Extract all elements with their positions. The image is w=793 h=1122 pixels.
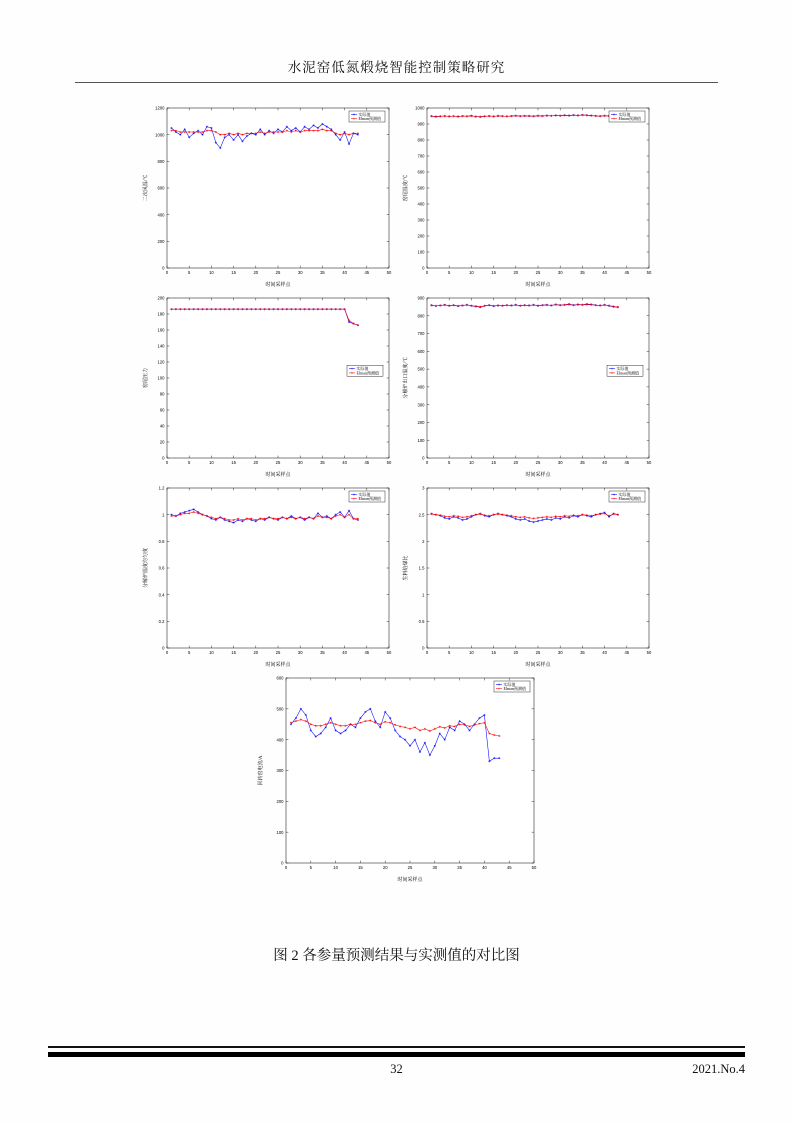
- svg-text:30: 30: [297, 460, 303, 465]
- footer-divider-thin: [48, 1046, 745, 1048]
- svg-text:0.4: 0.4: [158, 592, 164, 598]
- svg-text:40: 40: [601, 270, 607, 275]
- svg-text:25: 25: [275, 650, 280, 655]
- svg-text:20: 20: [252, 460, 258, 465]
- svg-text:15: 15: [357, 865, 363, 870]
- svg-text:800: 800: [157, 158, 164, 164]
- svg-text:10: 10: [332, 865, 338, 870]
- svg-text:80: 80: [159, 391, 164, 397]
- svg-text:0: 0: [421, 265, 424, 271]
- svg-text:5: 5: [187, 460, 190, 465]
- svg-text:0.5: 0.5: [418, 618, 424, 624]
- svg-text:3: 3: [421, 485, 424, 491]
- svg-text:45: 45: [363, 650, 369, 655]
- svg-text:500: 500: [417, 185, 424, 191]
- svg-text:时间采样点: 时间采样点: [264, 473, 291, 478]
- svg-text:1000: 1000: [154, 132, 164, 138]
- svg-text:0: 0: [165, 270, 168, 275]
- svg-text:20: 20: [159, 439, 164, 445]
- svg-text:120: 120: [157, 359, 164, 365]
- svg-text:5: 5: [447, 650, 450, 655]
- svg-text:5: 5: [187, 270, 190, 275]
- svg-text:10: 10: [468, 650, 474, 655]
- svg-text:45: 45: [363, 270, 369, 275]
- svg-text:25: 25: [275, 270, 280, 275]
- svg-text:1.2: 1.2: [158, 485, 164, 491]
- svg-text:窑尾压力: 窑尾压力: [143, 367, 149, 389]
- svg-text:50: 50: [531, 865, 536, 870]
- svg-text:45: 45: [506, 865, 512, 870]
- svg-text:45: 45: [623, 650, 629, 655]
- svg-text:0: 0: [161, 455, 164, 461]
- svg-text:400: 400: [157, 212, 164, 218]
- svg-text:分解炉温度均匀度: 分解炉温度均匀度: [143, 547, 149, 589]
- svg-text:50: 50: [386, 460, 391, 465]
- svg-text:分解炉出口温度/℃: 分解炉出口温度/℃: [403, 357, 409, 399]
- svg-text:窑尾温度/℃: 窑尾温度/℃: [403, 174, 409, 202]
- svg-text:700: 700: [417, 153, 424, 159]
- svg-text:50: 50: [646, 650, 651, 655]
- svg-text:40: 40: [159, 423, 164, 429]
- page-number: 32: [390, 1062, 403, 1076]
- svg-text:10: 10: [208, 270, 214, 275]
- svg-text:0: 0: [284, 865, 287, 870]
- svg-text:400: 400: [417, 384, 424, 390]
- svg-text:Elman预测值: Elman预测值: [503, 686, 526, 692]
- svg-text:15: 15: [490, 270, 496, 275]
- svg-text:35: 35: [319, 270, 325, 275]
- svg-text:实际值: 实际值: [618, 112, 630, 117]
- svg-text:5: 5: [309, 865, 312, 870]
- svg-text:实际值: 实际值: [358, 492, 370, 497]
- svg-text:35: 35: [579, 650, 585, 655]
- svg-text:100: 100: [417, 437, 424, 443]
- svg-text:Elman预测值: Elman预测值: [356, 370, 379, 376]
- chart-kiln-pressure-svg: [137, 290, 397, 480]
- chart-kiln-current: [137, 480, 397, 670]
- chart-row-4: [70, 670, 723, 885]
- svg-text:900: 900: [417, 295, 424, 301]
- svg-text:0: 0: [425, 270, 428, 275]
- svg-text:25: 25: [535, 650, 540, 655]
- svg-text:45: 45: [623, 270, 629, 275]
- svg-text:实际值: 实际值: [616, 366, 628, 372]
- svg-text:700: 700: [417, 331, 424, 337]
- svg-text:40: 40: [341, 460, 347, 465]
- svg-text:200: 200: [157, 295, 164, 301]
- svg-text:30: 30: [557, 650, 563, 655]
- svg-text:800: 800: [417, 137, 424, 143]
- svg-text:500: 500: [417, 366, 424, 372]
- svg-text:20: 20: [512, 460, 518, 465]
- svg-text:0: 0: [161, 645, 164, 651]
- svg-text:25: 25: [535, 270, 540, 275]
- svg-text:20: 20: [252, 650, 258, 655]
- svg-text:30: 30: [557, 460, 563, 465]
- chart-kiln-pressure: [137, 290, 397, 480]
- svg-text:35: 35: [579, 270, 585, 275]
- svg-text:200: 200: [157, 238, 164, 244]
- svg-text:1000: 1000: [414, 105, 424, 111]
- svg-text:45: 45: [623, 460, 629, 465]
- chart-kiln-current-svg: [137, 480, 397, 670]
- svg-text:0.6: 0.6: [158, 565, 164, 571]
- svg-text:35: 35: [456, 865, 462, 870]
- svg-text:10: 10: [468, 270, 474, 275]
- figure-caption: 图 2 各参量预测结果与实测值的对比图: [273, 948, 520, 964]
- svg-text:20: 20: [512, 270, 518, 275]
- svg-text:25: 25: [275, 460, 280, 465]
- svg-text:300: 300: [276, 768, 283, 774]
- svg-text:50: 50: [386, 650, 391, 655]
- svg-text:5: 5: [447, 270, 450, 275]
- chart-decomposer-outlet-temp: [397, 290, 657, 480]
- svg-text:2: 2: [421, 538, 424, 544]
- svg-text:1.5: 1.5: [418, 565, 424, 571]
- svg-text:35: 35: [579, 460, 585, 465]
- svg-text:0: 0: [161, 265, 164, 271]
- svg-text:30: 30: [431, 865, 437, 870]
- svg-text:45: 45: [363, 460, 369, 465]
- svg-text:1200: 1200: [154, 105, 164, 111]
- svg-text:40: 40: [341, 650, 347, 655]
- svg-text:35: 35: [319, 460, 325, 465]
- svg-text:30: 30: [557, 270, 563, 275]
- svg-text:Elman预测值: Elman预测值: [358, 496, 381, 502]
- svg-text:20: 20: [512, 650, 518, 655]
- svg-text:时间采样点: 时间采样点: [524, 283, 551, 288]
- svg-text:10: 10: [468, 460, 474, 465]
- svg-text:400: 400: [417, 201, 424, 207]
- chart-kiln-tail-temp-svg: [397, 100, 657, 290]
- svg-text:1: 1: [161, 512, 164, 518]
- svg-text:实际值: 实际值: [358, 112, 370, 117]
- figure-area: [70, 100, 723, 930]
- svg-text:180: 180: [157, 311, 164, 317]
- issue-label: 2021.No.4: [692, 1062, 745, 1076]
- page-footer: [48, 1062, 745, 1082]
- svg-text:600: 600: [276, 675, 283, 681]
- svg-text:0: 0: [425, 460, 428, 465]
- svg-text:二次风温/℃: 二次风温/℃: [143, 174, 149, 202]
- svg-text:1: 1: [421, 592, 424, 598]
- svg-text:140: 140: [157, 343, 164, 349]
- svg-text:500: 500: [276, 706, 283, 712]
- chart-kiln-head-temp: [137, 100, 397, 290]
- footer-divider-thick: [48, 1052, 745, 1057]
- svg-text:100: 100: [276, 829, 283, 835]
- chart-feed-rate-svg: [397, 480, 657, 670]
- svg-text:400: 400: [276, 737, 283, 743]
- svg-text:200: 200: [417, 233, 424, 239]
- chart-decomposer-outlet-temp-svg: [397, 290, 657, 480]
- svg-text:30: 30: [297, 270, 303, 275]
- svg-text:300: 300: [417, 217, 424, 223]
- svg-text:50: 50: [646, 270, 651, 275]
- header-divider: [75, 82, 718, 83]
- svg-text:时间采样点: 时间采样点: [264, 283, 291, 288]
- svg-text:60: 60: [159, 407, 164, 413]
- svg-text:600: 600: [417, 348, 424, 354]
- svg-text:15: 15: [490, 650, 496, 655]
- chart-main-motor-current: [252, 670, 542, 885]
- svg-text:200: 200: [276, 798, 283, 804]
- chart-row-1: [70, 100, 723, 290]
- svg-text:10: 10: [208, 650, 214, 655]
- svg-text:0: 0: [425, 650, 428, 655]
- svg-text:Elman预测值: Elman预测值: [358, 116, 381, 122]
- chart-main-motor-current-svg: [252, 670, 542, 885]
- chart-feed-rate: [397, 480, 657, 670]
- svg-text:300: 300: [417, 402, 424, 408]
- svg-text:40: 40: [601, 460, 607, 465]
- svg-text:回转窑电流/A: 回转窑电流/A: [258, 755, 264, 786]
- svg-text:实际值: 实际值: [503, 682, 515, 687]
- svg-text:25: 25: [407, 865, 412, 870]
- svg-text:生料给煤比: 生料给煤比: [403, 555, 409, 581]
- svg-text:20: 20: [382, 865, 388, 870]
- svg-text:100: 100: [417, 249, 424, 255]
- svg-text:5: 5: [187, 650, 190, 655]
- svg-text:20: 20: [252, 270, 258, 275]
- svg-text:15: 15: [230, 270, 236, 275]
- svg-text:实际值: 实际值: [356, 366, 368, 372]
- svg-text:0: 0: [165, 650, 168, 655]
- svg-text:0: 0: [421, 645, 424, 651]
- svg-text:600: 600: [417, 169, 424, 175]
- chart-row-2: [70, 290, 723, 480]
- svg-text:800: 800: [417, 313, 424, 319]
- svg-text:0: 0: [280, 860, 283, 866]
- svg-text:时间采样点: 时间采样点: [396, 878, 423, 883]
- svg-text:0: 0: [421, 455, 424, 461]
- svg-text:实际值: 实际值: [618, 492, 630, 497]
- svg-text:时间采样点: 时间采样点: [264, 663, 291, 668]
- svg-text:0: 0: [165, 460, 168, 465]
- svg-text:160: 160: [157, 327, 164, 333]
- svg-text:200: 200: [417, 420, 424, 426]
- svg-text:40: 40: [601, 650, 607, 655]
- svg-text:时间采样点: 时间采样点: [524, 473, 551, 478]
- svg-text:50: 50: [646, 460, 651, 465]
- chart-kiln-head-temp-svg: [137, 100, 397, 290]
- svg-text:15: 15: [490, 460, 496, 465]
- svg-text:Elman预测值: Elman预测值: [618, 496, 641, 502]
- svg-text:35: 35: [319, 650, 325, 655]
- running-header: 水泥窑低氮煅烧智能控制策略研究: [287, 60, 506, 75]
- svg-text:Elman预测值: Elman预测值: [618, 116, 641, 122]
- svg-text:25: 25: [535, 460, 540, 465]
- svg-text:Elman预测值: Elman预测值: [616, 370, 639, 376]
- svg-text:0.2: 0.2: [158, 618, 164, 624]
- svg-text:900: 900: [417, 121, 424, 127]
- svg-text:40: 40: [481, 865, 487, 870]
- svg-text:40: 40: [341, 270, 347, 275]
- svg-text:15: 15: [230, 460, 236, 465]
- svg-text:600: 600: [157, 185, 164, 191]
- chart-kiln-tail-temp: [397, 100, 657, 290]
- svg-text:30: 30: [297, 650, 303, 655]
- svg-text:50: 50: [386, 270, 391, 275]
- svg-text:10: 10: [208, 460, 214, 465]
- svg-text:100: 100: [157, 375, 164, 381]
- svg-text:15: 15: [230, 650, 236, 655]
- svg-text:时间采样点: 时间采样点: [524, 663, 551, 668]
- chart-row-3: [70, 480, 723, 670]
- svg-text:0.8: 0.8: [158, 538, 164, 544]
- svg-text:2.5: 2.5: [418, 512, 424, 518]
- svg-text:5: 5: [447, 460, 450, 465]
